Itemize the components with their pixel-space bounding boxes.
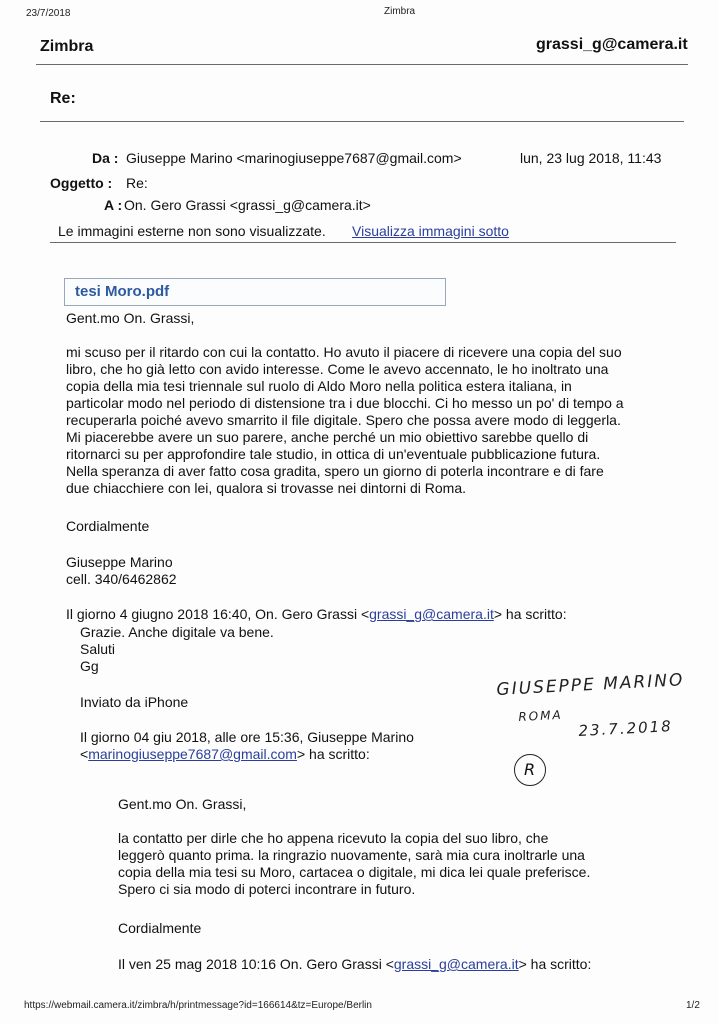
quote1-body [80,624,274,675]
header-divider [36,64,688,65]
quote2-header: Il giorno 04 giu 2018, alle ore 15:36, Giuseppe Marino [80,729,414,745]
quote2-body [118,830,678,898]
signature-phone: cell. 340/6462862 [66,571,177,587]
images-notice: Le immagini esterne non sono visualizzate. [58,223,326,239]
from-label: Da : [92,150,119,166]
quote2-closing: Cordialmente [118,920,202,936]
body-line: particolar modo nel periodo di distensione tra i due blocchi. Ci ho messo un po' di tempo a [66,395,624,411]
print-url: https://webmail.camera.it/zimbra/h/printmessage?id=166614&tz=Europe/Berlin [24,1000,372,1011]
quote2-line: copia della mia tesi su Moro, cartacea o digitale, mi dica lei quale preferisce. [118,864,591,880]
quote1-header [66,606,567,623]
quote3-email-link[interactable]: grassi_g@camera.it [393,956,519,972]
quote3-header-suffix: > ha scritto: [518,956,592,972]
quote1-line: Gg [80,658,99,674]
print-title: Zimbra [384,6,416,17]
body-line: Nella speranza di aver fatto cosa gradita, spero un giorno di poterla incontrare e di fare [66,463,604,479]
message-body [66,344,666,497]
subject-label: Oggetto : [50,175,113,191]
to-label: A : [104,197,123,213]
attachment-link[interactable]: tesi Moro.pdf [75,283,170,300]
page-number: 1/2 [686,1000,700,1011]
handwritten-city: ROMA [518,707,564,724]
sent-from: Inviato da iPhone [80,694,189,710]
closing: Cordialmente [66,518,150,534]
quote1-header-prefix: Il giorno 4 giugno 2018 16:40, On. Gero Grassi < [66,606,370,622]
message-date: lun, 23 lug 2018, 11:43 [520,150,662,166]
quote2-greeting: Gent.mo On. Grassi, [118,796,247,812]
signature-name: Giuseppe Marino [66,554,173,570]
body-line: recuperarla poiché avevo smarrito il file digitale. Spero che possa avere modo di leggerla. [66,412,621,428]
subject-heading: Re: [50,90,76,107]
quote2-header-line2 [80,746,370,763]
print-date: 23/7/2018 [26,8,71,19]
quote2-email-link[interactable]: marinogiuseppe7687@gmail.com [88,746,297,762]
handwritten-mark: R [524,760,536,779]
user-email: grassi_g@camera.it [536,36,688,53]
body-line: due chiacchiere con lei, qualora si trovasse nei dintorni di Roma. [66,480,466,496]
subject-value: Re: [126,175,148,191]
quote2-line: la contatto per dirle che ho appena ricevuto la copia del suo libro, che [118,830,549,846]
from-value: Giuseppe Marino <marinogiuseppe7687@gmail.com> [126,150,462,166]
show-images-link[interactable]: Visualizza immagini sotto [352,223,509,239]
body-line: mi scuso per il ritardo con cui la contatto. Ho avuto il piacere di ricevere una copia del suo [66,344,622,360]
body-line: ritornarci su per approfondire tale studio, in ottica di un'eventuale pubblicazione futura. [66,446,601,462]
quote1-line: Saluti [80,641,116,657]
quote2-line: Spero ci sia modo di poterci incontrare in futuro. [118,881,416,897]
headers-divider [50,242,676,243]
handwritten-circle-mark [514,754,546,786]
quote2-line: leggerò quanto prima. la ringrazio nuovamente, sarà mia cura inoltrarle una [118,847,585,863]
app-name: Zimbra [40,38,94,55]
quote3-header [118,956,591,973]
greeting: Gent.mo On. Grassi, [66,310,195,326]
quote1-line: Grazie. Anche digitale va bene. [80,624,274,640]
body-line: libro, che ho già letto con avido interesse. Come le avevo accennato, le ho inoltrato una [66,361,609,377]
quote1-email-link[interactable]: grassi_g@camera.it [369,606,494,622]
to-value: On. Gero Grassi <grassi_g@camera.it> [124,197,371,213]
body-line: Mi piacerebbe avere un suo parere, anche perché un mio obiettivo sarebbe quello di [66,429,589,445]
quote2-header-suffix: > ha scritto: [296,746,370,762]
handwritten-name: GIUSEPPE MARINO [496,670,685,700]
attachment-box[interactable] [64,278,446,306]
handwritten-date: 23.7.2018 [578,717,674,740]
quote3-header-prefix: Il ven 25 mag 2018 10:16 On. Gero Grassi < [118,956,394,972]
body-line: copia della mia tesi triennale sul ruolo di Aldo Moro nella politica estera italiana, in [66,378,572,394]
subject-divider [40,121,684,122]
quote2-lt: < [80,746,89,762]
quote1-header-suffix: > ha scritto: [493,606,567,622]
